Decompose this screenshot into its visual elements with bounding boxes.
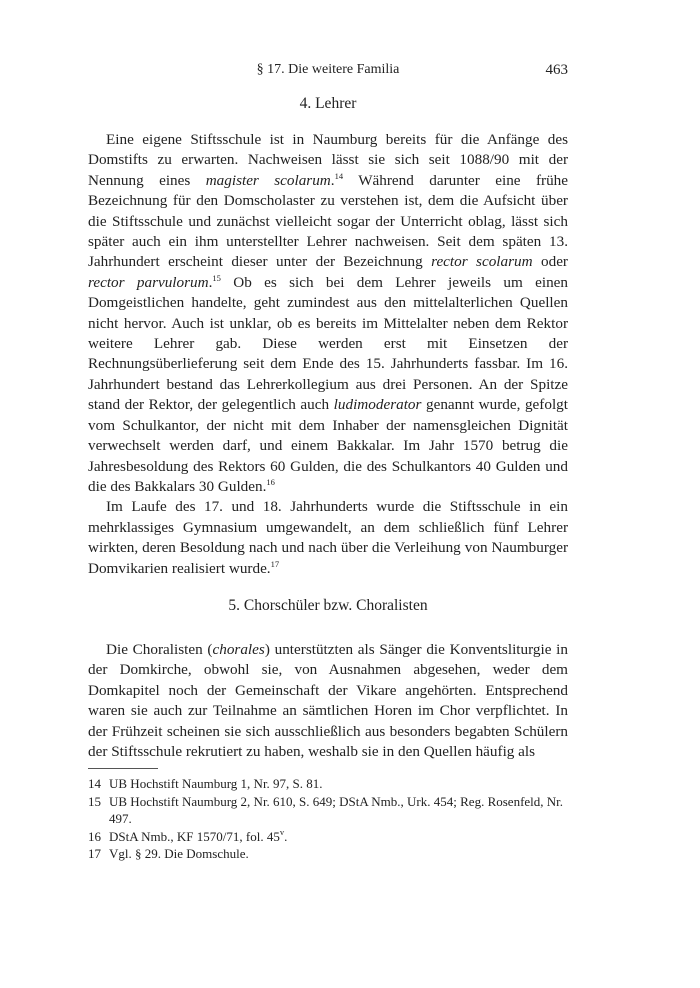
footnotes (88, 775, 568, 863)
footnote-number: 14 (88, 776, 101, 791)
footnote-ref[interactable]: 15 (212, 272, 221, 283)
footnote-text: Vgl. § 29. Die Domschule. (109, 846, 249, 861)
footnote-text: UB Hochstift Naumburg 1, Nr. 97, S. 81. (109, 776, 323, 791)
text-run: ) unterstützten als Sänger die Konventsliturgie in der Domkirche, obwohl sie, von Ausnahmen abgesehen, weder dem Domkapitel noch der Gemeinschaft der Vikare angehörten. Entsprechend waren sie auch zur Teilnahme an sämtlichen Horen im Chor verpflichtet. In der Frühzeit scheinen sie sich ausschließlich aus besonders begabten Schülern der Stiftsschule rekrutiert zu haben, weshalb sie in den Quellen häufig als (88, 641, 568, 761)
text-run: Eine eigene Stiftsschule ist in Naumburg bereits für die Anfänge des Domstifts zu erwarten. Nachweisen lässt sie sich seit 1088/90 mit der Nennung eines (88, 131, 568, 189)
footnote-ref[interactable]: 17 (270, 558, 280, 569)
footnote-ref[interactable]: 16 (266, 476, 275, 487)
text-run: Im Laufe des 17. und 18. Jahrhunderts wurde die Stiftsschule in ein mehrklassiges Gymnasium umgewandelt, an dem schließlich fünf Lehrer wirkten, deren Besoldung nach und nach über die Verleihung von Naumburger Domvikarien realisiert wurde. (88, 498, 568, 577)
italic-term: chorales (212, 641, 265, 658)
text-run: genannt wurde, gefolgt vom Schulkantor, der nicht mit dem Inhaber der namensgleichen Dignität verwechselt werden darf, und einem Bakkalar. Im Jahr 1570 betrug die Jahresbesoldung des Rektors 60 Gulden, die des Schulkantors 40 Gulden und die des Bakkalars 30 Gulden. (88, 396, 568, 495)
section-heading-choralisten: 5. Chorschüler bzw. Choralisten (228, 597, 428, 614)
footnote-number: 17 (88, 846, 101, 861)
footnote (88, 828, 568, 846)
text-run: Während darunter eine frühe Bezeichnung für den Domscholaster zu verstehen ist, dem die Aufsicht über die Stiftsschule und zunächst vielleicht sogar der Unterricht oblag, lässt sich später auch ein ihm unterstellter Lehrer nachweisen. Seit dem späten 13. Jahrhundert erscheint dieser unter der Bezeichnung (88, 171, 568, 271)
footnote-text: DStA Nmb., KF 1570/71, fol. 45 (109, 828, 280, 844)
footnote-divider (88, 768, 158, 769)
italic-term: rector scolarum (431, 253, 533, 271)
footnote-text: UB Hochstift Naumburg 2, Nr. 610, S. 649; DStA Nmb., Urk. 454; Reg. Rosenfeld, Nr. 497. (109, 793, 564, 826)
footnote-text-tail: . (284, 828, 288, 844)
footnote (88, 845, 568, 863)
text-run: oder (532, 253, 568, 271)
italic-term: ludimoderator (333, 396, 422, 414)
running-title: § 17. Die weitere Familia (256, 62, 400, 77)
footnote-number: 16 (88, 828, 101, 844)
footnote (88, 793, 568, 828)
running-head (88, 62, 568, 82)
paragraph (88, 497, 568, 579)
page-number: 463 (545, 62, 568, 78)
footnote-ref[interactable]: 14 (334, 170, 344, 181)
section-lehrer-body (88, 130, 568, 579)
folio-verso-mark: v (279, 826, 285, 837)
footnote-number: 15 (88, 793, 101, 809)
footnote (88, 775, 568, 793)
section-choralisten-body (88, 640, 568, 762)
text-run: Ob es sich bei dem Lehrer jeweils um einen Domgeistlichen handelte, geht zumindest aus den mittelalterlichen Quellen nicht hervor. Auch ist unklar, ob es bereits im Mittelalter neben dem Rektor weitere Lehrer gab. Diese werden erst mit Einsetzen der Rechnungsüberlieferung seit dem Ende des 15. Jahrhunderts fassbar. Im 16. Jahrhundert bestand das Lehrerkollegium aus drei Personen. An der Spitze stand der Rektor, der gelegentlich auch (88, 273, 568, 414)
italic-term: rector parvulorum (88, 273, 209, 291)
paragraph: Eine eigene Stiftsschule ist in Naumburg bereits für die Anfänge des Domstifts zu erwarten. Nachweisen lässt sie sich seit 1088/90 mit der Nennung eines magister scolarum.$^{14}$ Während darunter eine frühe Bezeichnung für den Domscholaster zu verstehen ist, dem die Aufsicht über die Stiftsschule und zunächst vielleicht sogar der Unterricht oblag, lässt sich später auch ein ihm unterstellter Lehrer nachweisen. Seit dem späten 13. Jahrhundert erscheint dieser unter der Bezeichnung rector scolarum oder rector parvulorum.$^{15}$ Ob es sich bei dem Lehrer jeweils um einen Domgeistlichen handelte, geht zumindest aus den mittelalterlichen Quellen nicht hervor. Auch ist unklar, ob es bereits im Mittelalter neben dem Rektor weitere Lehrer gab. Diese werden erst mit Einsetzen der Rechnungsüberlieferung seit dem Ende des 15. Jahrhunderts fassbar. Im 16. Jahrhundert bestand das Lehrerkollegium aus drei Personen. An der Spitze stand der Rektor, der gelegentlich auch ludimoderator genannt wurde, gefolgt vom Schulkantor, der nicht mit dem Inhaber der namensgleichen Dignität verwechselt werden darf, und einem Bakkalar. Im Jahr 1570 betrug die Jahresbesoldung des Rektors 60 Gulden, die des Schulkantors 40 Gulden und die des Bakkalars 30 Gulden.$^{16}$ (88, 131, 568, 495)
section-heading-lehrer: 4. Lehrer (299, 95, 357, 112)
text-run: Die Choralisten ( (106, 641, 213, 658)
italic-term: magister scolarum (205, 171, 331, 189)
paragraph (88, 640, 568, 762)
